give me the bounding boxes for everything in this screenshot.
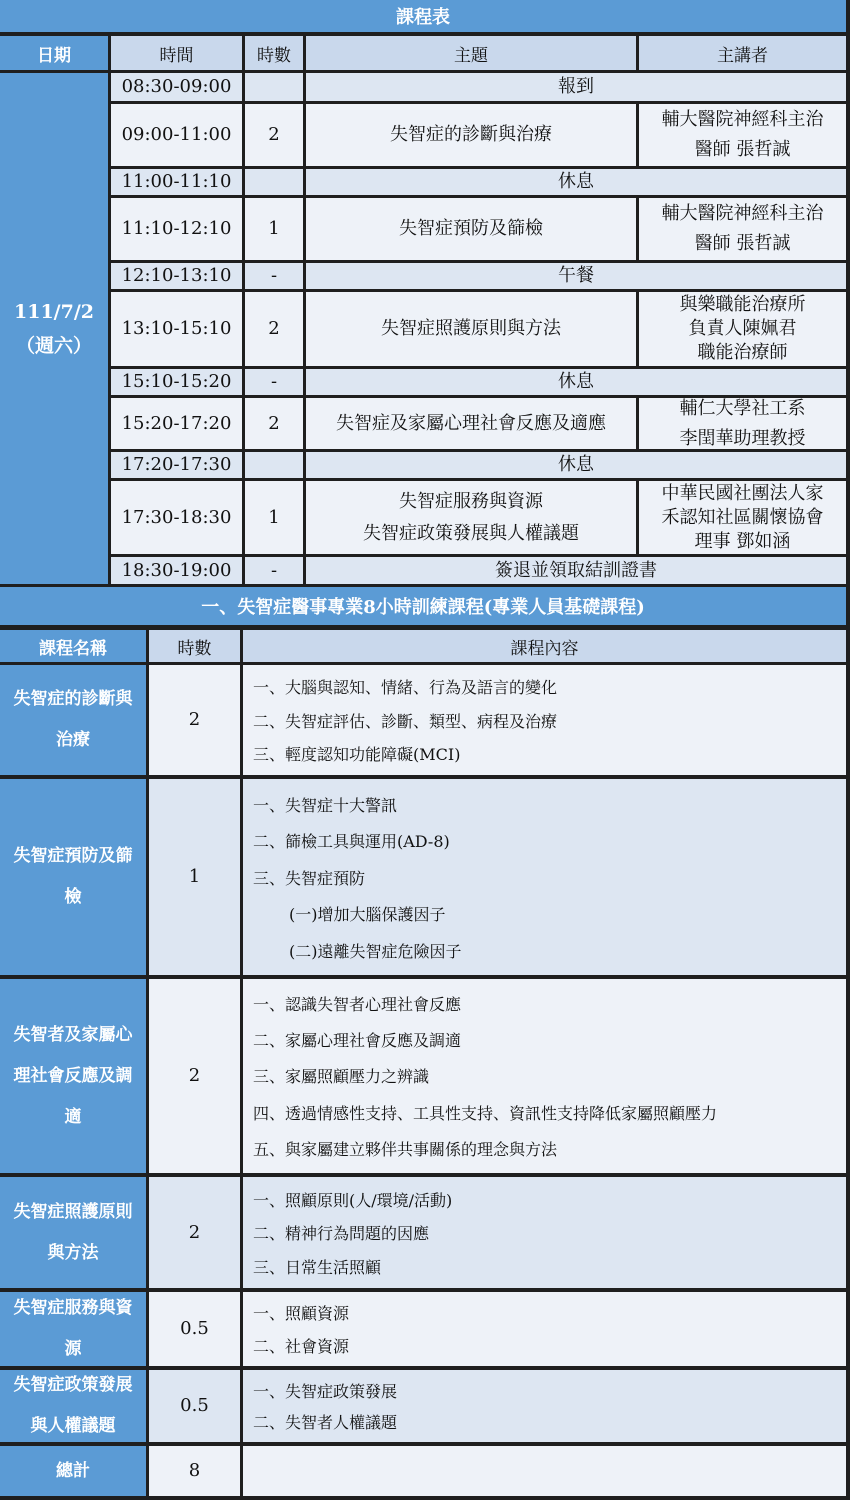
course-content xyxy=(243,779,846,975)
schedule-speaker xyxy=(639,104,846,166)
course-hours: 2 xyxy=(149,665,240,775)
course-content-item: 一、失智症十大警訊 xyxy=(253,795,398,815)
schedule-speaker-line: 禾認知社區關懷協會 xyxy=(661,506,824,528)
header-course-content: 課程內容 xyxy=(243,630,846,662)
schedule-hours: 1 xyxy=(245,198,303,260)
course-hours: 2 xyxy=(149,1177,240,1288)
schedule-speaker xyxy=(639,398,846,449)
course-content xyxy=(243,1370,846,1442)
schedule-hours: - xyxy=(245,369,303,395)
course-content xyxy=(243,979,846,1173)
header-course-hours: 時數 xyxy=(149,630,240,662)
schedule-time: 18:30-19:00 xyxy=(111,557,242,584)
course-name: 失智者及家屬心理社會反應及調適 xyxy=(0,979,146,1173)
course-name: 失智症政策發展與人權議題 xyxy=(0,1370,146,1442)
schedule-topic: 失智症照護原則與方法 xyxy=(306,292,636,366)
schedule-speaker-line: 輔大醫院神經科主治 xyxy=(661,203,824,224)
course-hours: 1 xyxy=(149,779,240,975)
course-content-item: 一、大腦與認知、情緒、行為及語言的變化 xyxy=(253,678,558,698)
course-content xyxy=(243,665,846,775)
schedule-speaker-line: 醫師 張哲誠 xyxy=(694,139,791,160)
schedule-topic: 失智症及家屬心理社會反應及適應 xyxy=(306,398,636,449)
schedule-speaker-line: 輔仁大學社工系 xyxy=(679,397,806,419)
schedule-hours: - xyxy=(245,263,303,289)
schedule-time: 13:10-15:10 xyxy=(111,292,242,366)
schedule-time: 08:30-09:00 xyxy=(111,73,242,101)
schedule-hours: 2 xyxy=(245,104,303,166)
schedule-hours xyxy=(245,452,303,478)
schedule-time: 11:10-12:10 xyxy=(111,198,242,260)
course-name: 失智症預防及篩檢 xyxy=(0,779,146,975)
date-cell xyxy=(0,73,108,584)
course-content-item: 二、家屬心理社會反應及調適 xyxy=(253,1031,462,1051)
course-content-item: (一)增加大腦保護因子 xyxy=(289,905,446,924)
header-hours: 時數 xyxy=(245,36,303,70)
schedule-hours: 2 xyxy=(245,398,303,449)
header-speaker: 主講者 xyxy=(639,36,846,70)
schedule-topic-line: 失智症政策發展與人權議題 xyxy=(363,522,579,544)
schedule-hours: 2 xyxy=(245,292,303,366)
course-content-item: 一、照顧原則(人/環境/活動) xyxy=(253,1190,453,1210)
date-value: 111/7/2 xyxy=(14,300,94,323)
schedule-topic xyxy=(306,481,636,554)
course-content-item: 三、家屬照顧壓力之辨識 xyxy=(253,1067,430,1087)
curriculum-title: 一、失智症醫事專業8小時訓練課程(專業人員基礎課程) xyxy=(0,587,846,625)
total-content xyxy=(243,1446,846,1496)
total-label: 總計 xyxy=(0,1446,146,1496)
schedule-topic: 休息 xyxy=(306,452,846,478)
schedule-title: 課程表 xyxy=(0,0,846,32)
schedule-topic: 午餐 xyxy=(306,263,846,289)
schedule-time: 17:30-18:30 xyxy=(111,481,242,554)
schedule-topic: 報到 xyxy=(306,73,846,101)
course-name: 失智症的診斷與治療 xyxy=(0,665,146,775)
course-content-item: 一、失智症政策發展 xyxy=(253,1381,398,1401)
schedule-topic-line: 失智症服務與資源 xyxy=(399,490,543,512)
course-content-item: 二、精神行為問題的因應 xyxy=(253,1224,430,1243)
course-hours: 0.5 xyxy=(149,1370,240,1442)
course-content-item: 五、與家屬建立夥伴共事關係的理念與方法 xyxy=(253,1139,558,1159)
header-course-name: 課程名稱 xyxy=(0,630,146,662)
schedule-speaker-line: 與樂職能治療所 xyxy=(679,294,806,315)
schedule-time: 15:10-15:20 xyxy=(111,369,242,395)
course-content-item: 二、失智者人權議題 xyxy=(253,1413,398,1433)
course-content-item: 二、篩檢工具與運用(AD-8) xyxy=(253,832,450,851)
header-topic: 主題 xyxy=(306,36,636,70)
course-content-item: 一、認識失智者心理社會反應 xyxy=(253,995,462,1015)
schedule-time: 12:10-13:10 xyxy=(111,263,242,289)
weekday: （週六） xyxy=(15,334,92,357)
course-content xyxy=(243,1177,846,1288)
schedule-speaker-line: 醫師 張哲誠 xyxy=(694,233,791,254)
schedule-topic: 失智症的診斷與治療 xyxy=(306,104,636,166)
course-content-item: 三、輕度認知功能障礙(MCI) xyxy=(253,744,461,764)
schedule-topic: 休息 xyxy=(306,369,846,395)
course-content-item: 三、日常生活照顧 xyxy=(253,1257,382,1277)
course-content-item: 一、照顧資源 xyxy=(253,1304,350,1324)
schedule-time: 09:00-11:00 xyxy=(111,104,242,166)
schedule-topic: 簽退並領取結訓證書 xyxy=(306,557,846,584)
schedule-speaker xyxy=(639,481,846,554)
schedule-time: 17:20-17:30 xyxy=(111,452,242,478)
schedule-speaker-line: 職能治療師 xyxy=(697,342,788,363)
header-date: 日期 xyxy=(0,36,108,70)
course-content-item: 二、失智症評估、診斷、類型、病程及治療 xyxy=(253,711,558,731)
schedule-speaker-line: 輔大醫院神經科主治 xyxy=(661,109,824,130)
schedule-time: 15:20-17:20 xyxy=(111,398,242,449)
schedule-speaker-line: 中華民國社團法人家 xyxy=(661,482,824,504)
schedule-speaker xyxy=(639,198,846,260)
total-hours: 8 xyxy=(149,1446,240,1496)
course-name: 失智症照護原則與方法 xyxy=(0,1177,146,1288)
schedule-speaker-line: 理事 鄧如涵 xyxy=(694,530,791,552)
schedule-speaker xyxy=(639,292,846,366)
course-content-item: 三、失智症預防 xyxy=(253,868,366,888)
schedule-speaker-line: 負責人陳姵君 xyxy=(688,318,797,339)
schedule-time: 11:00-11:10 xyxy=(111,169,242,195)
course-name: 失智症服務與資源 xyxy=(0,1292,146,1366)
schedule-speaker-line: 李閏華助理教授 xyxy=(679,427,806,449)
schedule-topic: 休息 xyxy=(306,169,846,195)
schedule-hours xyxy=(245,73,303,101)
course-content xyxy=(243,1292,846,1366)
schedule-hours: 1 xyxy=(245,481,303,554)
course-content-item: (二)遠離失智症危險因子 xyxy=(289,941,462,961)
course-hours: 0.5 xyxy=(149,1292,240,1366)
course-content-item: 二、社會資源 xyxy=(253,1336,350,1356)
course-hours: 2 xyxy=(149,979,240,1173)
schedule-hours xyxy=(245,169,303,195)
schedule-hours: - xyxy=(245,557,303,584)
header-time: 時間 xyxy=(111,36,242,70)
schedule-topic: 失智症預防及篩檢 xyxy=(306,198,636,260)
course-content-item: 四、透過情感性支持、工具性支持、資訊性支持降低家屬照顧壓力 xyxy=(253,1103,718,1123)
